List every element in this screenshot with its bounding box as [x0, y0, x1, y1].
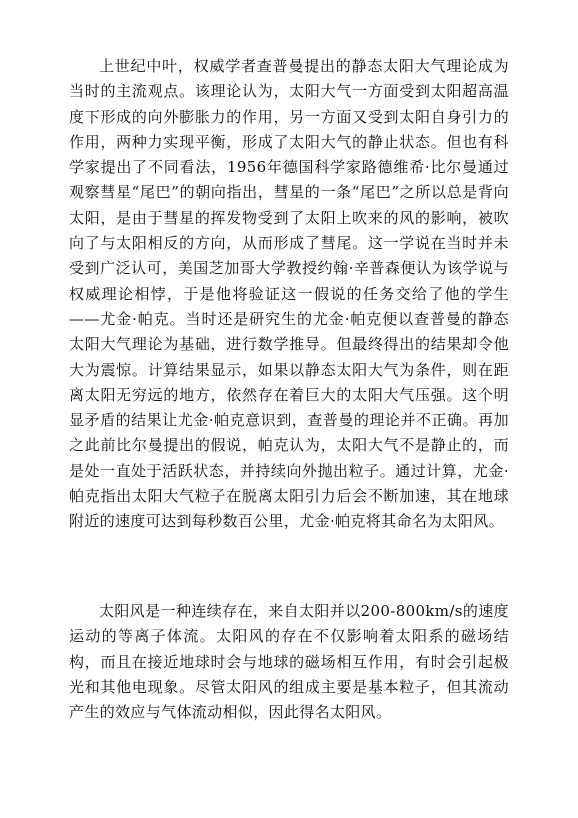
paragraph-solar-wind-definition: 太阳风是一种连续存在，来自太阳并以200-800km/s的速度运动的等离子体流。太阳风的存在不仅影响着太阳系的磁场结构，而且在接近地球时会与地球的磁场相互作用，有时会引起极光和其他电现象。尽管太阳风的组成主要是基本粒子，但其流动产生的效应与气体流动相似，因此得名太阳风。 [69, 602, 509, 722]
paragraph-parker-history: 上世纪中叶，权威学者查普曼提出的静态太阳大气理论成为当时的主流观点。该理论认为，太阳大气一方面受到太阳超高温度下形成的向外膨胀力的作用，另一方面又受到太阳自身引力的作用，两种力实现平衡，形成了太阳大气的静止状态。但也有科学家提出了不同看法，1956年德国科学家路德维希·比尔曼通过观察彗星“尾巴”的朝向指出，彗星的一条“尾巴”之所以总是背向太阳，是由于彗星的挥发物受到了太阳上吹来的风的影响，被吹向了与太阳相反的方向，从而形成了彗尾。这一学说在当时并未受到广泛认可，美国芝加哥大学教授约翰·辛普森便认为该学说与权威理论相悖，于是他将验证这一假说的任务交给了他的学生——尤金·帕克。当时还是研究生的尤金·帕克便以查普曼的静态太阳大气理论为基础，进行数学推导。但最终得出的结果却令他大为震惊。计算结果显示，如果以静态太阳大气为条件，则在距离太阳无穷远的地方，依然存在着巨大的太阳大气压强。这个明显矛盾的结果让尤金·帕克意识到，查普曼的理论并不正确。再加之此前比尔曼提出的假说，帕克认为，太阳大气不是静止的，而是处一直处于活跃状态，并持续向外抛出粒子。通过计算，尤金·帕克指出太阳大气粒子在脱离太阳引力后会不断加速，其在地球附近的速度可达到每秒数百公里，尤金·帕克将其命名为太阳风。 [69, 57, 509, 531]
